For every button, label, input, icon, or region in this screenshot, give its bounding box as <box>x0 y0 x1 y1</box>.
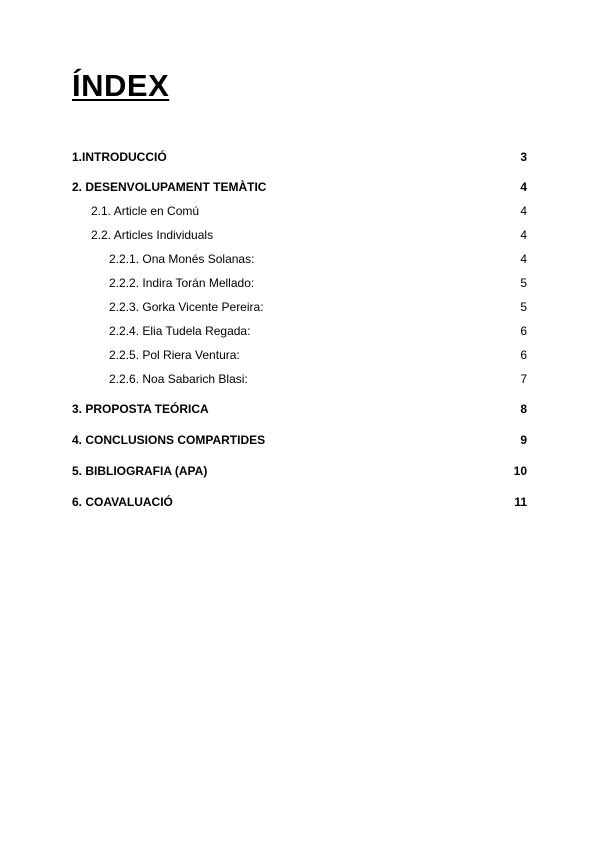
toc-entry-page: 4 <box>520 180 527 194</box>
toc-entry-gorka-vicente[interactable] <box>109 298 527 316</box>
toc-entry-introduccio[interactable] <box>72 148 527 166</box>
toc-entry-label: 2.2.3. Gorka Vicente Pereira: <box>109 300 264 314</box>
toc-entry-page: 4 <box>520 252 527 266</box>
toc-entry-proposta-teorica[interactable] <box>72 400 527 418</box>
toc-entry-page: 4 <box>520 228 527 242</box>
toc-entry-page: 11 <box>514 495 527 509</box>
toc-entry-desenvolupament[interactable] <box>72 178 527 196</box>
toc-entry-elia-tudela[interactable] <box>109 322 527 340</box>
toc-entry-page: 6 <box>520 348 527 362</box>
toc-entry-pol-riera[interactable] <box>109 346 527 364</box>
toc-entry-label: 5. BIBLIOGRAFIA (APA) <box>72 464 208 478</box>
toc-entry-page: 7 <box>520 372 527 386</box>
toc-entry-noa-sabarich[interactable] <box>109 370 527 388</box>
toc-entry-label: 2.2. Articles Individuals <box>91 228 214 242</box>
toc-entry-label: 6. COAVALUACIÓ <box>72 495 173 509</box>
toc-entry-page: 9 <box>520 433 527 447</box>
toc-entry-label: 3. PROPOSTA TEÓRICA <box>72 402 209 416</box>
toc-entry-bibliografia[interactable] <box>72 462 527 480</box>
toc-entry-page: 5 <box>520 276 527 290</box>
toc-entry-page: 8 <box>520 402 527 416</box>
toc-entry-coavaluacio[interactable] <box>72 493 527 511</box>
toc-entry-page: 10 <box>513 464 527 478</box>
toc-entry-page: 3 <box>520 150 527 164</box>
page-title: ÍNDEX <box>72 68 170 103</box>
toc-entry-ona-mones[interactable] <box>109 250 527 268</box>
toc-entry-label: 2. DESENVOLUPAMENT TEMÀTIC <box>72 180 267 194</box>
toc-entry-page: 6 <box>520 324 527 338</box>
toc-entry-label: 1.INTRODUCCIÓ <box>72 150 167 164</box>
toc-entry-article-en-comu[interactable] <box>91 202 527 220</box>
toc-entry-page: 5 <box>520 300 527 314</box>
toc-entry-conclusions[interactable] <box>72 431 527 449</box>
toc-entry-articles-individuals[interactable] <box>91 226 527 244</box>
toc-entry-label: 2.2.5. Pol Riera Ventura: <box>109 348 240 362</box>
toc-entry-label: 2.2.1. Ona Monés Solanas: <box>109 252 255 266</box>
toc-entry-label: 2.2.6. Noa Sabarich Blasi: <box>109 372 248 386</box>
toc-entry-indira-toran[interactable] <box>109 274 527 292</box>
toc-entry-label: 2.1. Article en Comú <box>91 204 200 218</box>
toc-entry-page: 4 <box>520 204 527 218</box>
toc-entry-label: 4. CONCLUSIONS COMPARTIDES <box>72 433 266 447</box>
toc-entry-label: 2.2.4. Elia Tudela Regada: <box>109 324 251 338</box>
toc-entry-label: 2.2.2. Indira Torán Mellado: <box>109 276 255 290</box>
